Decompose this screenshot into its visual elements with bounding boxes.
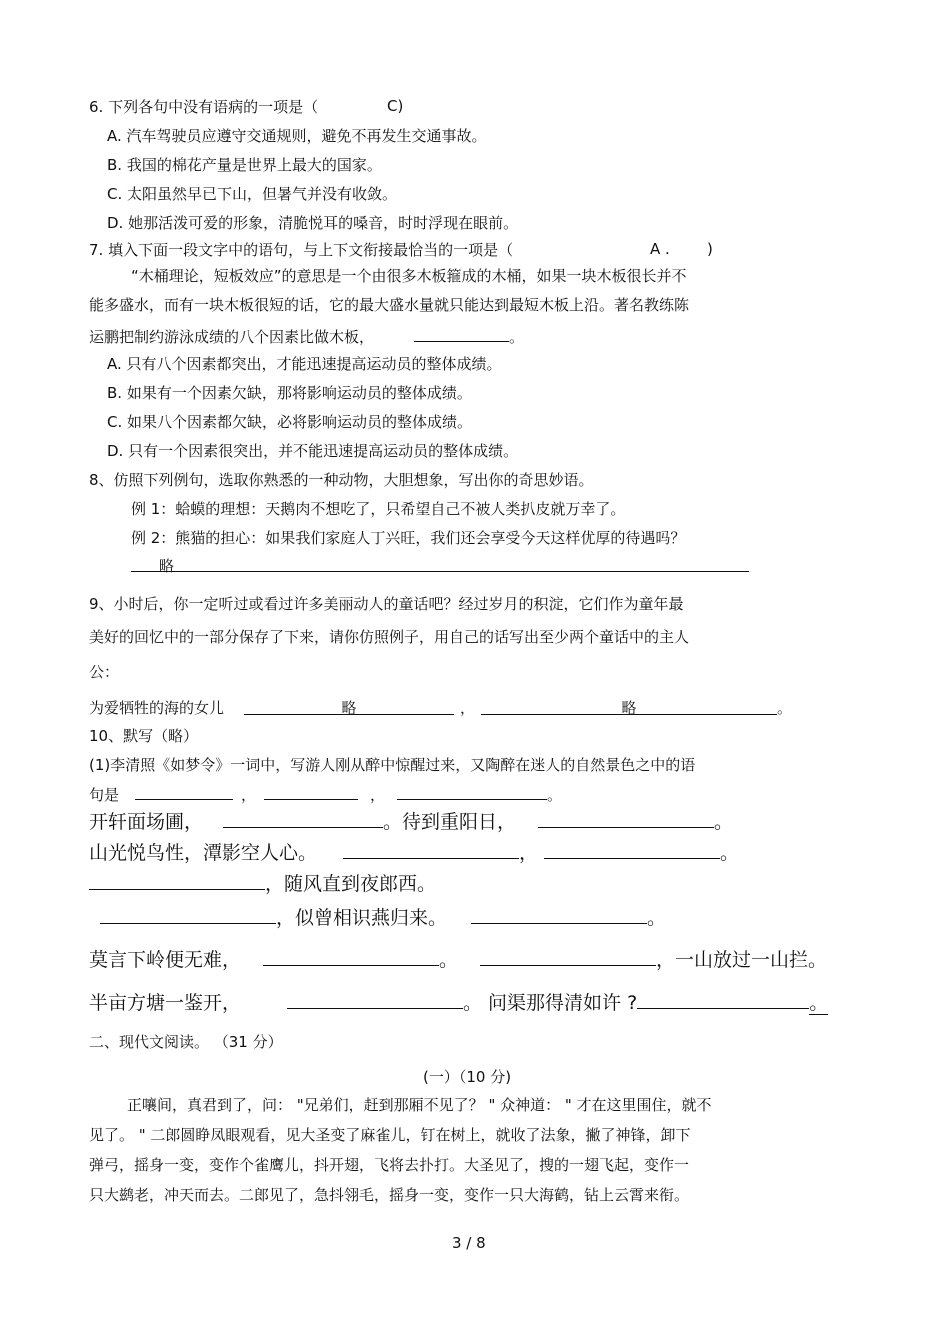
q8-answer-line[interactable] [131, 556, 749, 576]
q7-passage-1: “木桶理论，短板效应”的意思是一个由很多木板箍成的木桶，如果一块木板很长并不 [131, 267, 687, 285]
q7-close-paren: ) [707, 240, 713, 258]
q10-title: 10、默写（略） [89, 727, 199, 745]
q8-stem: 8、仿照下列例句，选取你熟悉的一种动物，大胆想象，写出你的奇思妙语。 [89, 471, 594, 489]
q8-example-1: 例 1：蛤蟆的理想：天鹅肉不想吃了，只希望自己不被人类扒皮就万幸了。 [131, 500, 626, 518]
poem-line-c: ，随风直到夜郎西。 [89, 869, 436, 897]
poem-line-a: 开轩面场圃， 。待到重阳日， 。 [89, 807, 733, 835]
q9-line-3: 公： [89, 663, 120, 681]
q8-example-2: 例 2：熊猫的担心：如果我们家庭人丁兴旺，我们还会享受今天这样优厚的待遇吗？ [131, 529, 686, 547]
q7-passage-2: 能多盛水，而有一块木板很短的话，它的最大盛水量就只能达到最短木板上沿。著名教练陈 [89, 296, 690, 314]
q10-blank-1[interactable] [135, 783, 233, 800]
poem-blank-e2[interactable] [480, 945, 656, 966]
q7-option-d: D. 只有一个因素很突出，并不能迅速提高运动员的整体成绩。 [107, 442, 519, 460]
q6-option-a: A. 汽车驾驶员应遵守交通规则，避免不再发生交通事故。 [107, 127, 487, 145]
q6-answer: C) [387, 97, 404, 115]
reading-para-line-2: 见了。 " 二郎圆睁凤眼观看，见大圣变了麻雀儿，钉在树上，就收了法象，撇了神锋，卸下 [89, 1126, 691, 1144]
q6-option-b: B. 我国的棉花产量是世界上最大的国家。 [107, 156, 382, 174]
q9-answer-2[interactable]: 略 [481, 698, 777, 715]
page-number: 3 / 8 [452, 1234, 486, 1252]
q10-blank-2[interactable] [264, 783, 358, 800]
poem-blank-b1[interactable] [343, 838, 519, 859]
q7-answer: A . [650, 240, 670, 258]
poem-blank-a2[interactable] [538, 807, 714, 828]
poem-blank-d1[interactable] [100, 903, 276, 924]
q9-answer-row: 为爱牺牲的海的女儿 略 ， 略 。 [89, 699, 793, 717]
q9-example: 为爱牺牲的海的女儿 [89, 699, 225, 717]
q7-option-c: C. 如果八个因素都欠缺，必将影响运动员的整体成绩。 [107, 413, 473, 431]
poem-line-e: 莫言下岭便无难， 。 ，一山放过一山拦。 [89, 945, 827, 973]
q7-passage-3: 运鹏把制约游泳成绩的八个因素比做木板， 。 [89, 325, 524, 347]
poem-line-b: 山光悦鸟性，潭影空人心。 ， 。 [89, 838, 739, 866]
poem-blank-d2[interactable] [471, 903, 647, 924]
section-2-title: 二、现代文阅读。 （31 分） [89, 1033, 283, 1051]
q6-option-d: D. 她那活泼可爱的形象，清脆悦耳的嗓音，时时浮现在眼前。 [107, 214, 519, 232]
q6-stem: 6. 下列各句中没有语病的一项是（ [89, 98, 319, 116]
q10-sub1-b: 句是 ， ， 。 [89, 783, 562, 805]
q10-sub1-a: (1)李清照《如梦令》一词中，写游人刚从醉中惊醒过来，又陶醉在迷人的自然景色之中的语 [89, 756, 696, 774]
poem-blank-f1[interactable] [287, 988, 463, 1009]
q7-stem: 7. 填入下面一段文字中的语句，与上下文衔接最恰当的一项是（ [89, 241, 514, 259]
poem-line-f: 半亩方塘一鉴开， 。 问渠那得清如许 ? 。 [89, 988, 828, 1016]
q7-blank[interactable] [414, 325, 509, 342]
section-2-part-heading: (一）（10 分) [423, 1068, 512, 1086]
reading-para-line-4: 只大鹚老，冲天而去。二郎见了，急抖翎毛，摇身一变，变作一只大海鹤，钻上云霄来衔。 [89, 1186, 690, 1204]
q8-answer: 略 [131, 556, 749, 572]
reading-para-line-3: 弹弓，摇身一变，变作个雀鹰儿，抖开翅，飞将去扑打。大圣见了，搜的一翅飞起，变作一 [89, 1156, 690, 1174]
poem-line-d: ，似曾相识燕归来。 。 [100, 903, 666, 931]
poem-blank-b2[interactable] [544, 838, 720, 859]
q9-line-1: 9、小时后，你一定听过或看过许多美丽动人的童话吧？经过岁月的积淀，它们作为童年最 [89, 595, 684, 613]
q7-option-a: A. 只有八个因素都突出，才能迅速提高运动员的整体成绩。 [107, 355, 502, 373]
q7-option-b: B. 如果有一个因素欠缺，那将影响运动员的整体成绩。 [107, 384, 472, 402]
q9-answer-1[interactable]: 略 [244, 698, 454, 715]
q10-blank-3[interactable] [397, 783, 547, 800]
reading-para-line-1: 正嚷间，真君到了，问： "兄弟们，赶到那厢不见了？ " 众神道： " 才在这里围住，就不 [127, 1096, 712, 1114]
poem-blank-e1[interactable] [263, 945, 439, 966]
q9-line-2: 美好的回忆中的一部分保存了下来，请你仿照例子，用自己的话写出至少两个童话中的主人 [89, 628, 690, 646]
poem-blank-a1[interactable] [223, 807, 383, 828]
q6-option-c: C. 太阳虽然早已下山，但暑气并没有收敛。 [107, 185, 398, 203]
poem-blank-f2[interactable] [637, 988, 809, 1009]
poem-blank-c1[interactable] [89, 869, 265, 890]
